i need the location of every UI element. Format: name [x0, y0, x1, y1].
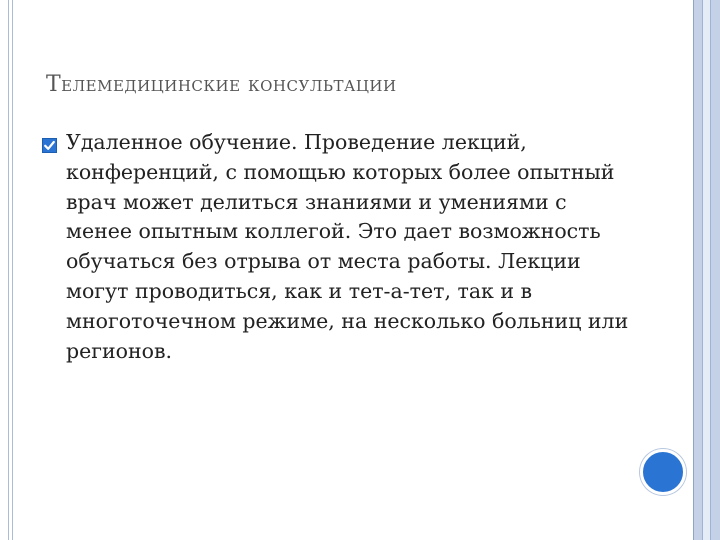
right-decorative-band-inner — [702, 0, 711, 540]
bullet-text-line: регионов. — [66, 338, 173, 363]
slide-title: Телемедицинские консультации — [46, 72, 397, 97]
checkbox-bullet-icon — [42, 138, 57, 153]
bullet-text-line: многоточечном режиме, на несколько больниц или — [66, 308, 629, 333]
bullet-text-line: Удаленное обучение. Проведение лекций, — [66, 130, 527, 154]
left-border-line — [8, 0, 9, 540]
decorative-circle — [640, 449, 686, 495]
bullet-text-line: могут проводиться, как и тет-а-тет, так и в — [66, 278, 533, 303]
left-border-line — [12, 0, 13, 540]
bullet-text-line: врач может делиться знаниями и умениями с — [66, 189, 567, 214]
bullet-text-line: конференций, с помощью которых более опытный — [66, 159, 615, 184]
bullet-text-line: менее опытным коллегой. Это дает возможность — [66, 219, 601, 244]
bullet-text-line: обучаться без отрыва от места работы. Лекции — [66, 249, 581, 274]
bullet-text — [66, 128, 676, 366]
